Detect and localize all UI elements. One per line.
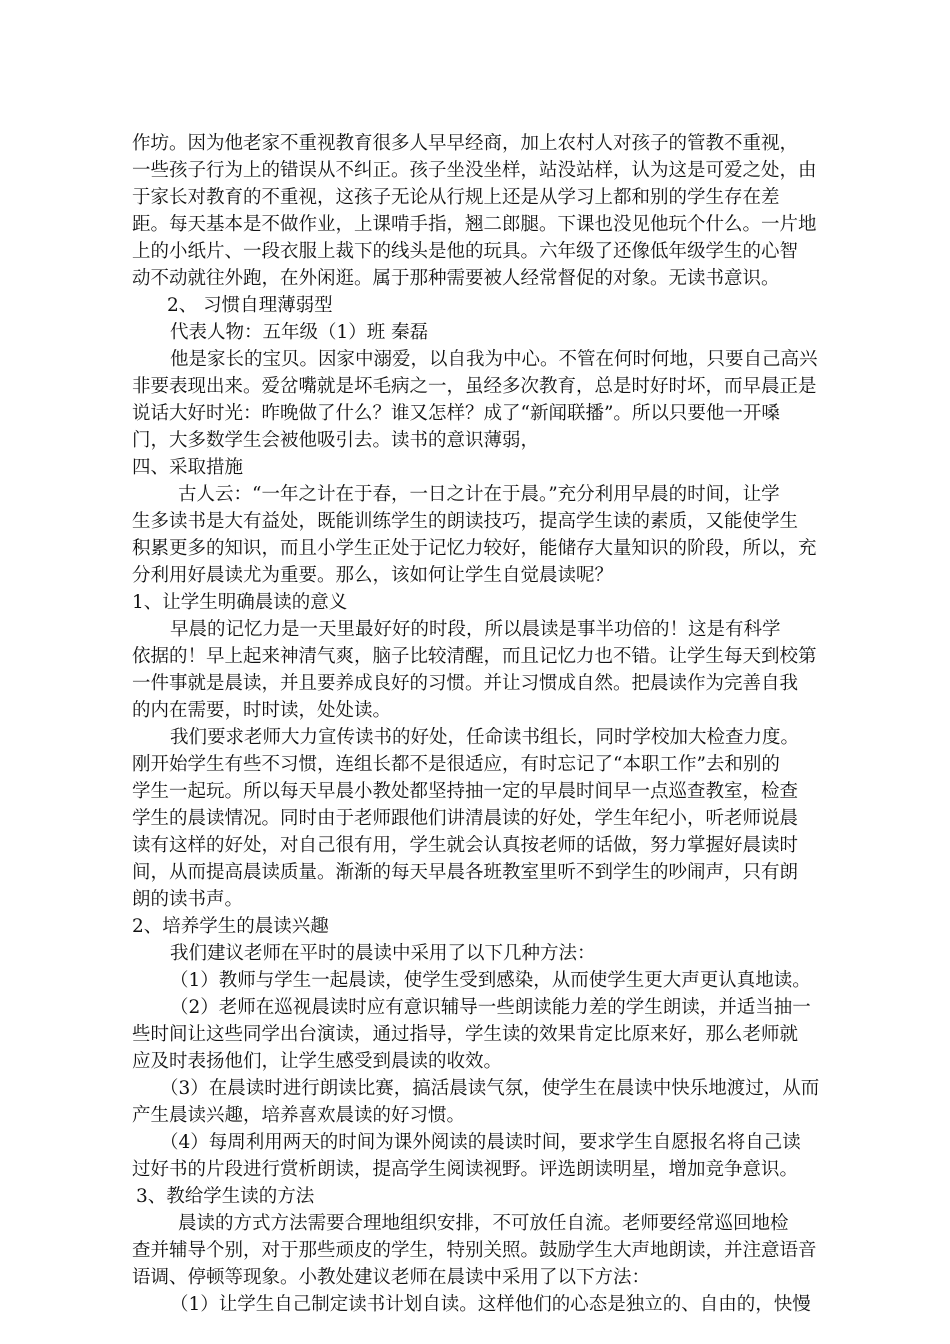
text-line: 语调、停顿等现象。小教处建议老师在晨读中采用了以下方法： [132, 1267, 651, 1288]
text-line: 我们要求老师大力宣传读书的好处，任命读书组长，同时学校加大检查力度。 [170, 727, 800, 748]
text-line: 朗的读书声。 [132, 889, 244, 910]
text-line: 作坊。因为他老家不重视教育很多人早早经商，加上农村人对孩子的管教不重视， [132, 133, 799, 154]
section-heading: 3、教给学生读的方法 [136, 1186, 315, 1207]
text-line: 代表人物：五年级（1）班 秦磊 [170, 322, 429, 343]
text-line: 的内在需要，时时读，处处读。 [132, 700, 392, 721]
text-line: 上的小纸片、一段衣服上裁下的线头是他的玩具。六年级了还像低年级学生的心智 [132, 241, 799, 262]
text-line: 一件事就是晨读，并且要养成良好的习惯。并让习惯成自然。把晨读作为完善自我 [132, 673, 799, 694]
text-line: 距。每天基本是不做作业，上课啃手指，翘二郎腿。下课也没见他玩个什么。一片地 [132, 214, 817, 235]
section-heading: 2、培养学生的晨读兴趣 [132, 916, 329, 937]
text-line: 刚开始学生有些不习惯，连组长都不是很适应，有时忘记了“本职工作”去和别的 [132, 754, 780, 775]
text-line: 学生一起玩。所以每天早晨小教处都坚持抽一定的早晨时间早一点巡查教室，检查 [132, 781, 799, 802]
text-line: 依据的！早上起来神清气爽，脑子比较清醒，而且记忆力也不错。让学生每天到校第 [132, 646, 817, 667]
text-line: 些时间让这些同学出台演读，通过指导，学生读的效果肯定比原来好，那么老师就 [132, 1024, 799, 1045]
section-heading: 1、让学生明确晨读的意义 [132, 592, 348, 613]
text-line: 积累更多的知识，而且小学生正处于记忆力较好，能储存大量知识的阶段，所以，充 [132, 538, 817, 559]
text-line: 学生的晨读情况。同时由于老师跟他们讲清晨读的好处，学生年纪小，听老师说晨 [132, 808, 799, 829]
text-line: 晨读的方式方法需要合理地组织安排，不可放任自流。老师要经常巡回地检 [178, 1213, 789, 1234]
text-line: 读有这样的好处，对自己很有用，学生就会认真按老师的话做，努力掌握好晨读时 [132, 835, 799, 856]
text-line: 间，从而提高晨读质量。渐渐的每天早晨各班教室里听不到学生的吵闹声，只有朗 [132, 862, 799, 883]
section-heading: 2、 习惯自理薄弱型 [167, 295, 333, 316]
text-line: （2）老师在巡视晨读时应有意识辅导一些朗读能力差的学生朗读，并适当抽一 [170, 997, 811, 1018]
text-line: （4）每周利用两天的时间为课外阅读的晨读时间，要求学生自愿报名将自己读 [160, 1132, 801, 1153]
text-line: 于家长对教育的不重视，这孩子无论从行规上还是从学习上都和别的学生存在差 [132, 187, 780, 208]
text-line: 非要表现出来。爱岔嘴就是坏毛病之一，虽经多次教育，总是时好时坏，而早晨正是 [132, 376, 817, 397]
text-line: 产生晨读兴趣，培养喜欢晨读的好习惯。 [132, 1105, 466, 1126]
text-line: 分利用好晨读尤为重要。那么，该如何让学生自觉晨读呢？ [132, 565, 614, 586]
text-line: （1）让学生自己制定读书计划自读。这样他们的心态是独立的、自由的，快慢 [170, 1294, 811, 1315]
text-line: 生多读书是大有益处，既能训练学生的朗读技巧，提高学生读的素质，又能使学生 [132, 511, 799, 532]
text-line: （3）在晨读时进行朗读比赛，搞活晨读气氛，使学生在晨读中快乐地渡过，从而 [160, 1078, 820, 1099]
text-line: 说话大好时光：昨晚做了什么？谁又怎样？成了“新闻联播”。所以只要他一开嗓 [132, 403, 780, 424]
text-line: 动不动就往外跑，在外闲逛。属于那种需要被人经常督促的对象。无读书意识。 [132, 268, 780, 289]
text-line: 早晨的记忆力是一天里最好好的时段，所以晨读是事半功倍的！这是有科学 [170, 619, 781, 640]
text-line: 过好书的片段进行赏析朗读，提高学生阅读视野。评选朗读明星，增加竞争意识。 [132, 1159, 799, 1180]
text-line: 我们建议老师在平时的晨读中采用了以下几种方法： [170, 943, 596, 964]
text-line: 古人云：“一年之计在于春，一日之计在于晨。”充分利用早晨的时间，让学 [178, 484, 780, 505]
text-line: 应及时表扬他们，让学生感受到晨读的收效。 [132, 1051, 503, 1072]
text-line: 一些孩子行为上的错误从不纠正。孩子坐没坐样，站没站样，认为这是可爱之处，由 [132, 160, 817, 181]
text-line: 查并辅导个别，对于那些顽皮的学生，特别关照。鼓励学生大声地朗读，并注意语音 [132, 1240, 817, 1261]
section-heading: 四、采取措施 [132, 457, 244, 478]
text-line: 门，大多数学生会被他吸引去。读书的意识薄弱， [132, 430, 540, 451]
text-line: 他是家长的宝贝。因家中溺爱，以自我为中心。不管在何时何地，只要自己高兴 [170, 349, 818, 370]
text-line: （1）教师与学生一起晨读，使学生受到感染，从而使学生更大声更认真地读。 [170, 970, 811, 991]
